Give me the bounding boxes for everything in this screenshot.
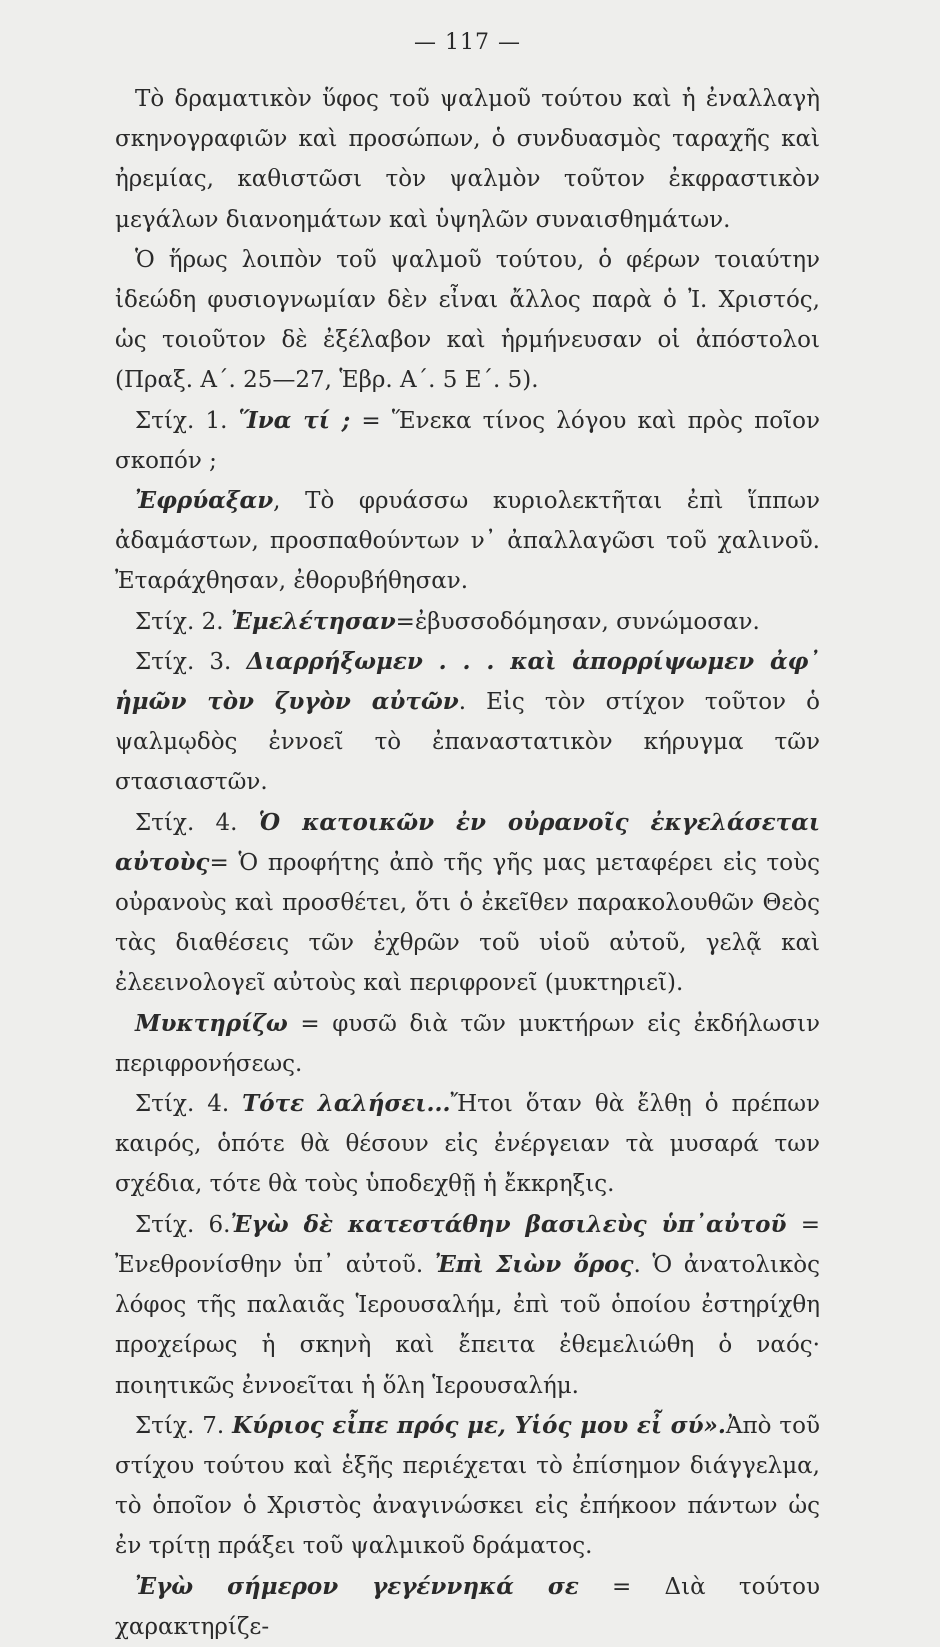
- bold-term: Τότε λαλήσει...: [242, 1090, 451, 1118]
- text-run: Ὁ ἥρως λοιπὸν τοῦ ψαλμοῦ τούτου, ὁ φέρων τοιαύτην ἰδεώδη φυσιογνωμίαν δὲν εἶναι ἄλλος παρὰ ὁ Ἰ. Χριστός, ὡς τοιοῦτον δὲ ἐξέλαβον καὶ ἡρμήνευσαν οἱ ἀπόστολοι (Πραξ. Α΄. 25—27, Ἑβρ. Α΄. 5 Ε΄. 5).: [115, 246, 820, 394]
- text-run: . Εἰς τὸν στίχον τοῦτον ὁ ψαλμῳδὸς ἐννοεῖ τὸ ἐπαναστατικὸν κήρυγμα τῶν στασιαστῶν.: [115, 689, 820, 796]
- text-run: =ἐβυσσοδόμησαν, συνώμοσαν.: [395, 608, 760, 635]
- text-run: Στίχ. 4.: [135, 1091, 243, 1118]
- bold-term: Ἐφρύαξαν: [135, 487, 274, 515]
- paragraph: [115, 602, 820, 642]
- bold-term: Ὁ κατοικῶν ἐν οὐρανοῖς ἐκγελάσεται αὐτοὺς: [115, 808, 820, 876]
- bold-term: Μυκτηρίζω: [135, 1009, 288, 1037]
- bold-term: Ἐγὼ δὲ κατεστάθην βασιλεὺς ὑπ᾽αὐτοῦ: [230, 1210, 787, 1238]
- page-number: — 117 —: [414, 30, 521, 55]
- paragraph: [115, 803, 820, 1004]
- bold-term: Ἐγὼ σήμερον γεγέννηκά σε: [135, 1572, 579, 1600]
- body-text: [115, 79, 820, 1647]
- paragraph: [115, 481, 820, 602]
- text-run: Ἤτοι ὅταν θὰ ἔλθῃ ὁ πρέπων καιρός, ὁπότε θὰ θέσουν εἰς ἐνέργειαν τὰ μυσαρά των σχέδια, τότε θὰ τοὺς ὑποδεχθῇ ἡ ἔκκρηξις.: [115, 1091, 820, 1198]
- paragraph: [115, 79, 820, 240]
- text-run: , Τὸ φρυάσσω κυριολεκτῆται ἐπὶ ἵππων ἀδαμάστων, προσπαθούντων ν᾽ ἀπαλλαγῶσι τοῦ χαλινοῦ. Ἐταράχθησαν, ἐθορυβήθησαν.: [115, 488, 820, 595]
- text-run: . Ὁ ἀνατολικὸς λόφος τῆς παλαιᾶς Ἱερουσαλήμ, ἐπὶ τοῦ ὁποίου ἐστηρίχθη προχείρως ἡ σκηνὴ καὶ ἔπειτα ἐθεμελιώθη ὁ ναός· ποιητικῶς ἐννοεῖται ἡ ὅλη Ἱερουσαλήμ.: [115, 1251, 821, 1399]
- text-run: = Διὰ τούτου χαρακτηρίζε-: [115, 1573, 820, 1640]
- paragraph: [115, 642, 820, 803]
- paragraph: [115, 401, 820, 481]
- text-run: Στίχ. 2.: [135, 608, 231, 635]
- text-run: Στίχ. 1.: [135, 407, 239, 434]
- paragraph: [115, 1567, 820, 1647]
- bold-term: Διαρρήξωμεν . . . καὶ ἀπορρίψωμεν ἀφ᾽ ἡμῶν τὸν ζυγὸν αὐτῶν: [115, 647, 820, 716]
- paragraph: [115, 1084, 820, 1205]
- paragraph: [115, 1205, 820, 1406]
- text-run: Ἀπὸ τοῦ στίχου τούτου καὶ ἑξῆς περιέχεται τὸ ἐπίσημον διάγγελμα, τὸ ὁποῖον ὁ Χριστὸς ἀναγινώσκει εἰς ἐπήκοον πάντων ὡς ἐν τρίτῃ πράξει τοῦ ψαλμικοῦ δράματος.: [115, 1412, 820, 1560]
- text-run: = Ἐνεθρονίσθην ὑπ᾽ αὐτοῦ.: [115, 1211, 820, 1278]
- paragraph: [115, 1004, 820, 1084]
- text-run: = Ἕνεκα τίνος λόγου καὶ πρὸς ποῖον σκοπόν ;: [115, 407, 820, 474]
- bold-term: Ἐμελέτησαν: [230, 607, 396, 635]
- text-run: Στίχ. 3.: [135, 648, 247, 675]
- text-run: Στίχ. 7.: [135, 1412, 233, 1439]
- bold-term: Ἐπὶ Σιὼν ὄρος: [434, 1250, 634, 1278]
- text-run: Στίχ. 6.: [135, 1211, 231, 1238]
- text-run: Τὸ δραματικὸν ὕφος τοῦ ψαλμοῦ τούτου καὶ ἡ ἐναλλαγὴ σκηνογραφιῶν καὶ προσώπων, ὁ συνδυασμὸς ταραχῆς καὶ ἠρεμίας, καθιστῶσι τὸν ψαλμὸν τοῦτον ἐκφραστικὸν μεγάλων διανοημάτων καὶ ὑψηλῶν συναισθημάτων.: [115, 86, 820, 233]
- paragraph: [115, 1406, 820, 1567]
- text-run: = Ὁ προφήτης ἀπὸ τῆς γῆς μας μεταφέρει εἰς τοὺς οὐρανοὺς καὶ προσθέτει, ὅτι ὁ ἐκεῖθεν παρακολουθῶν Θεὸς τὰς διαθέσεις τῶν ἐχθρῶν τοῦ υἱοῦ αὐτοῦ, γελᾷ καὶ ἐλεεινολογεῖ αὐτοὺς καὶ περιφρονεῖ (μυκτηριεῖ).: [115, 849, 820, 997]
- text-run: = φυσῶ διὰ τῶν μυκτήρων εἰς ἐκδήλωσιν περιφρονήσεως.: [115, 1010, 820, 1077]
- bold-term: Ἵνα τί ;: [238, 406, 351, 434]
- paragraph: [115, 240, 820, 401]
- text-run: Στίχ. 4.: [135, 809, 259, 836]
- bold-term: Κύριος εἶπε πρός με, Υἱός μου εἶ σύ».: [232, 1411, 726, 1439]
